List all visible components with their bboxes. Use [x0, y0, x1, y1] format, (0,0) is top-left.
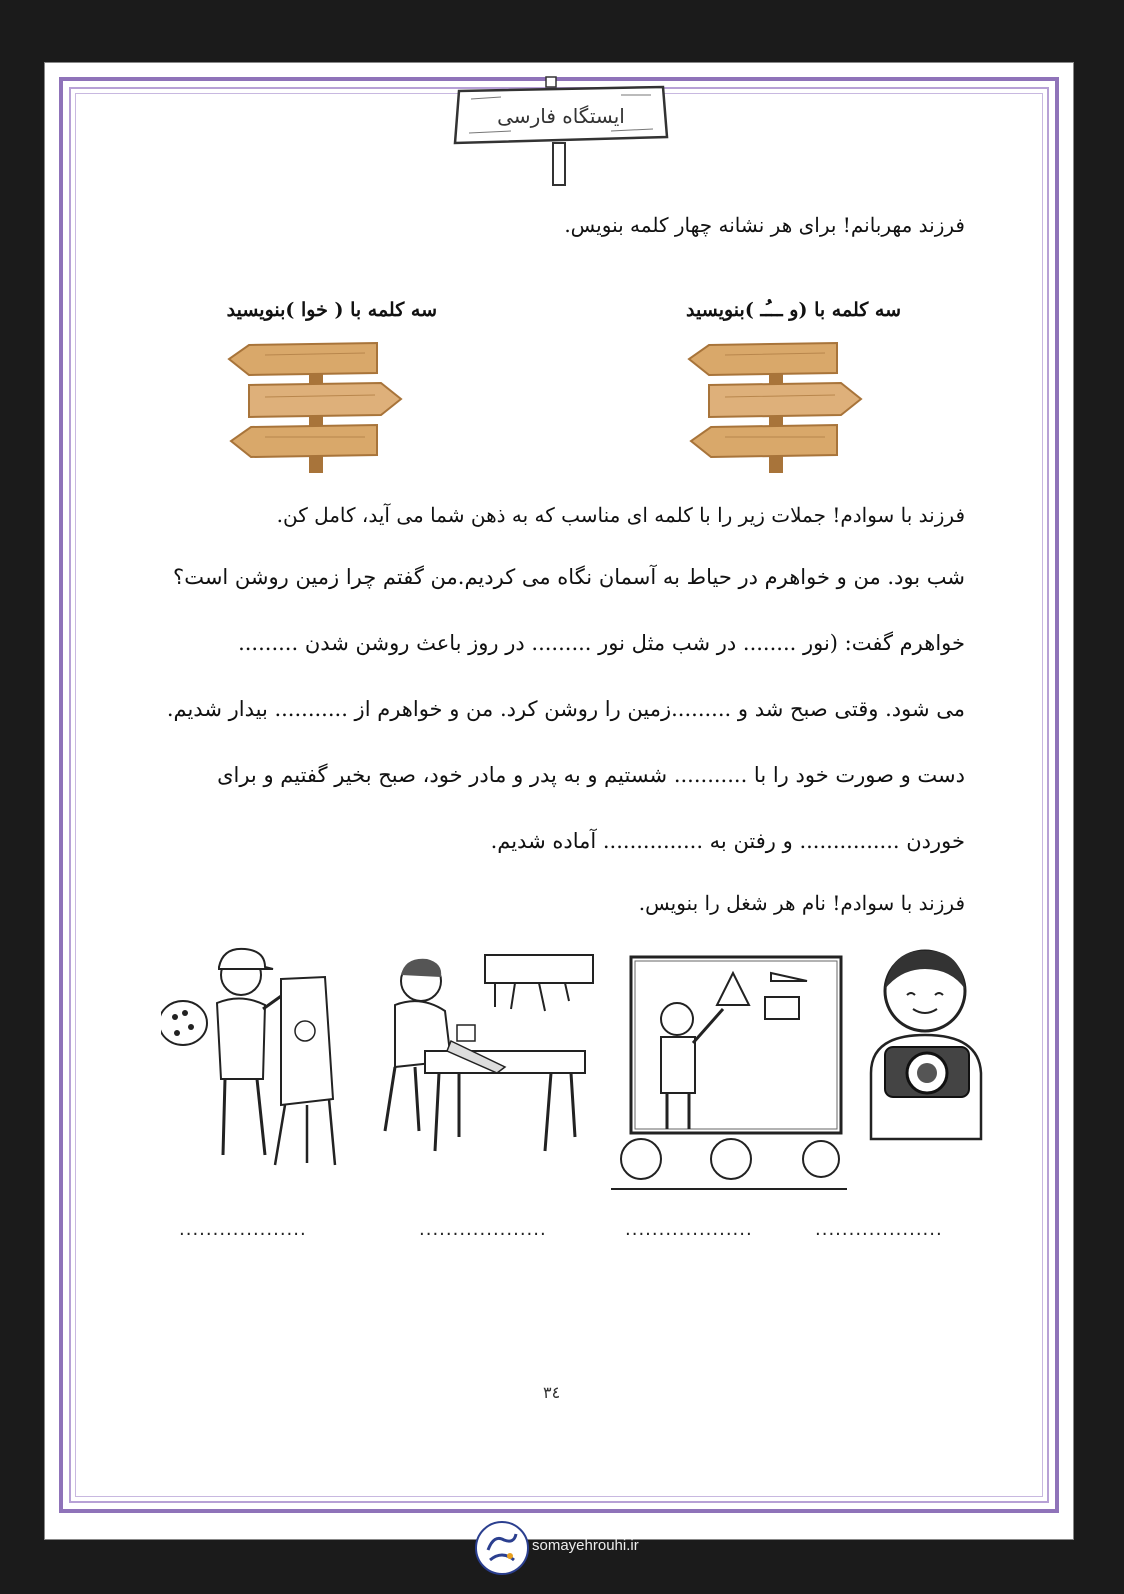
instruction-complete-sentences: فرزند با سوادم! جملات زیر را با کلمه ای مناسب که به ذهن شما می آید، کامل کن. [276, 503, 965, 527]
story-line: خواهرم گفت: (نور ........ در شب مثل نور ......... در روز باعث روشن شدن ......... [238, 631, 965, 655]
wooden-signpost-icon [225, 339, 405, 479]
prompt-khwa: سه کلمه با ( خوا )بنویسید [226, 299, 437, 321]
title-sign-icon [441, 73, 681, 193]
story-line: شب بود. من و خواهرم در حیاط به آسمان نگاه می کردیم.من گفتم چرا زمین روشن است؟ [173, 565, 965, 589]
teacher-picture-icon [611, 953, 847, 1193]
worksheet-page [44, 62, 1074, 1540]
carpenter-picture-icon [355, 951, 595, 1161]
instruction-job-names: فرزند با سوادم! نام هر شغل را بنویس. [638, 891, 965, 915]
wooden-signpost-icon [685, 339, 865, 479]
answer-blank[interactable]: ................... [179, 1219, 307, 1240]
footer-website[interactable]: somayehrouhi.ir [532, 1537, 639, 1554]
answer-blank[interactable]: ................... [625, 1219, 753, 1240]
story-line: دست و صورت خود را با ........... شستیم و به پدر و مادر خود، صبح بخیر گفتیم و برای [217, 763, 965, 787]
story-line: می شود. وقتی صبح شد و .........زمین را روشن کرد. من و خواهرم از ........... بیدار شدیم. [166, 697, 965, 721]
instruction-write-words: فرزند مهربانم! برای هر نشانه چهار کلمه بنویس. [564, 213, 965, 237]
page-number: ۳٤ [543, 1383, 561, 1402]
story-line: خوردن ............... و رفتن به ............... آماده شدیم. [490, 829, 965, 853]
site-logo-icon [474, 1520, 530, 1576]
prompt-vav: سه کلمه با (و ـــُـ )بنویسید [686, 299, 901, 321]
answer-blank[interactable]: ................... [419, 1219, 547, 1240]
painter-picture-icon [161, 939, 341, 1169]
photographer-picture-icon [851, 943, 1001, 1143]
answer-blank[interactable]: ................... [815, 1219, 943, 1240]
page-title: ایستگاه فارسی [497, 104, 625, 128]
